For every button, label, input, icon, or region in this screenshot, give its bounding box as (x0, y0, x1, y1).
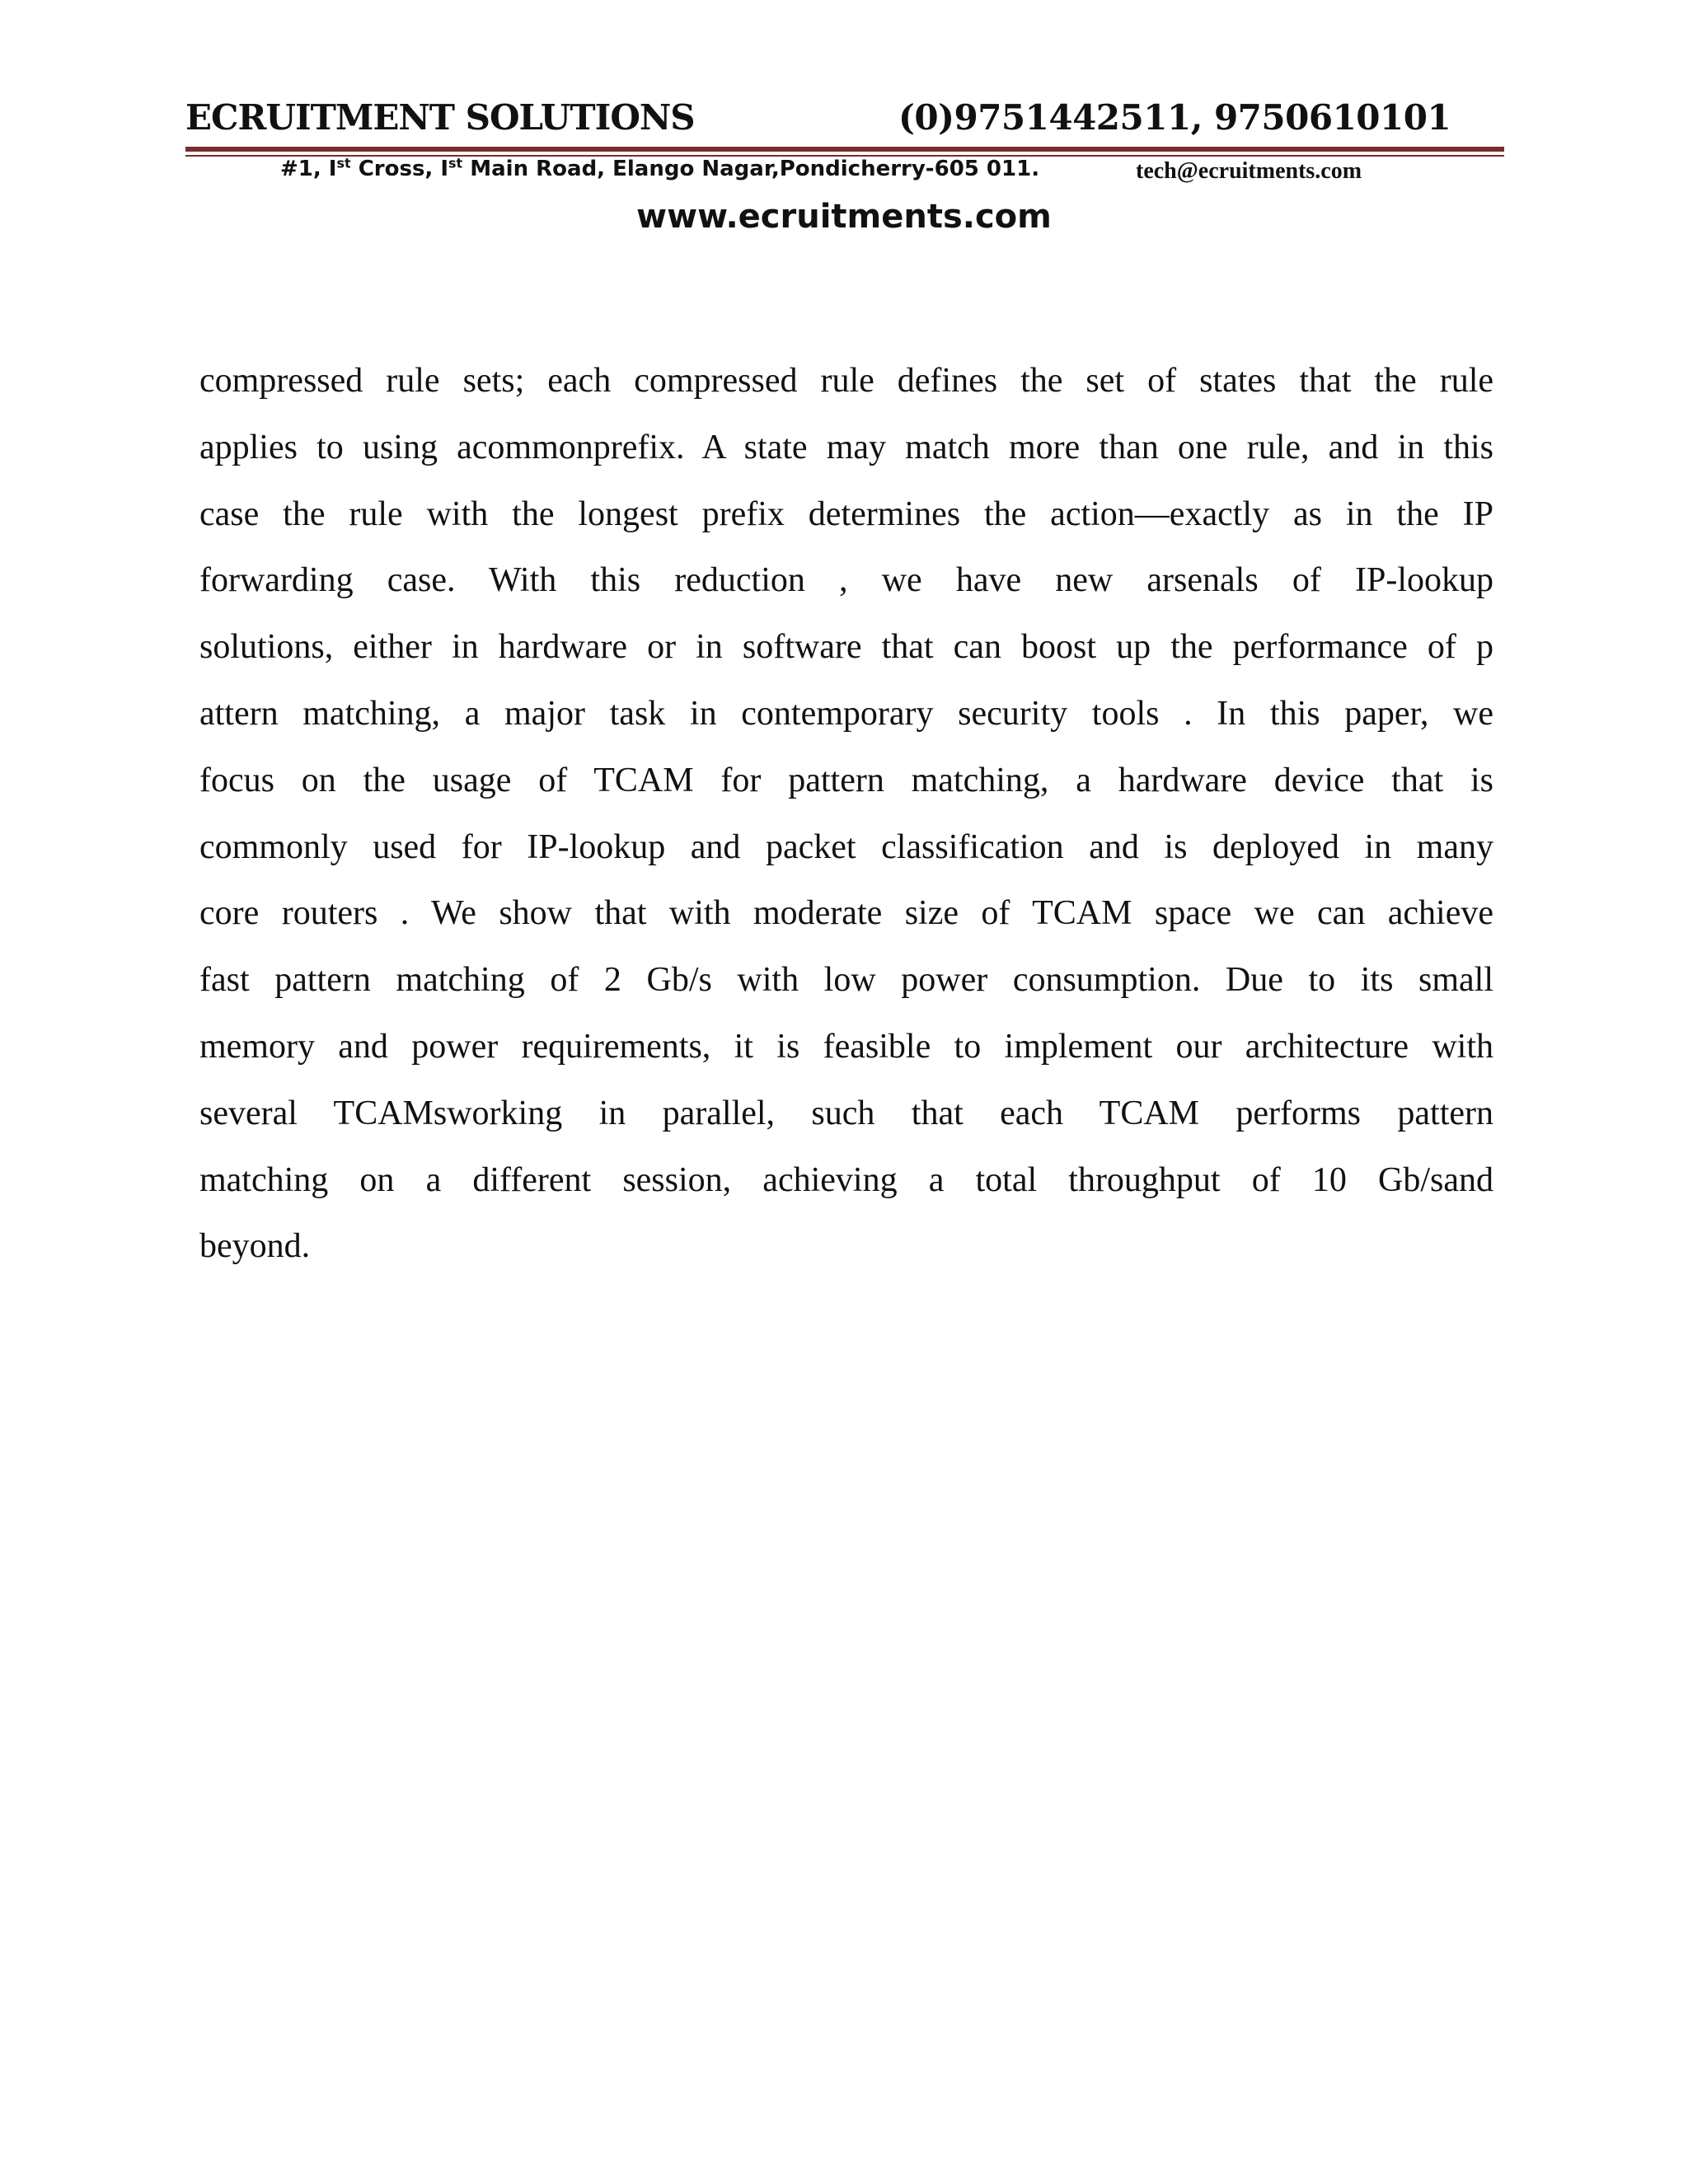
paragraph-line: fast pattern matching of 2 Gb/s with low power consumption. Due to its small (199, 961, 1493, 1000)
paragraph-line: focus on the usage of TCAM for pattern matching, a hardware device that is (199, 761, 1493, 799)
address-part: #1, I (280, 157, 337, 181)
body-paragraph (199, 348, 1493, 1280)
address-superscript: st (336, 155, 351, 171)
paragraph-line: case the rule with the longest prefix determines the action—exactly as in the IP (199, 494, 1493, 533)
company-name: ECRUITMENT SOLUTIONS (185, 97, 695, 138)
header-row (185, 97, 1451, 147)
website-link[interactable]: www.ecruitments.com (636, 198, 1052, 236)
paragraph-line: commonly used for IP-lookup and packet classification and is deployed in many (199, 827, 1493, 866)
address (280, 157, 1039, 181)
paragraph-line: core routers . We show that with moderate size of TCAM space we can achieve (199, 894, 1493, 933)
paragraph-line: attern matching, a major task in contemporary security tools . In this paper, we (199, 694, 1493, 733)
header-divider-thick (185, 147, 1504, 152)
address-superscript: st (448, 155, 463, 171)
paragraph-line: compressed rule sets; each compressed rule defines the set of states that the rule (199, 362, 1493, 400)
address-part: Main Road, Elango Nagar,Pondicherry-605 011. (462, 157, 1040, 181)
address-part: Cross, I (350, 157, 449, 181)
paragraph-line: memory and power requirements, it is feasible to implement our architecture with (199, 1027, 1493, 1066)
paragraph-line: applies to using acommonprefix. A state may match more than one rule, and in this (199, 428, 1493, 466)
paragraph-line: matching on a different session, achieving a total throughput of 10 Gb/sand (199, 1160, 1493, 1199)
email-link[interactable]: tech@ecruitments.com (1136, 158, 1362, 184)
paragraph-line: several TCAMsworking in parallel, such that each TCAM performs pattern (199, 1094, 1493, 1132)
phone-numbers: (0)9751442511, 9750610101 (898, 97, 1451, 138)
paragraph-line: beyond. (199, 1227, 311, 1266)
paragraph-line: solutions, either in hardware or in software that can boost up the performance of p (199, 628, 1493, 667)
paragraph-line: forwarding case. With this reduction , we have new arsenals of IP-lookup (199, 561, 1493, 600)
